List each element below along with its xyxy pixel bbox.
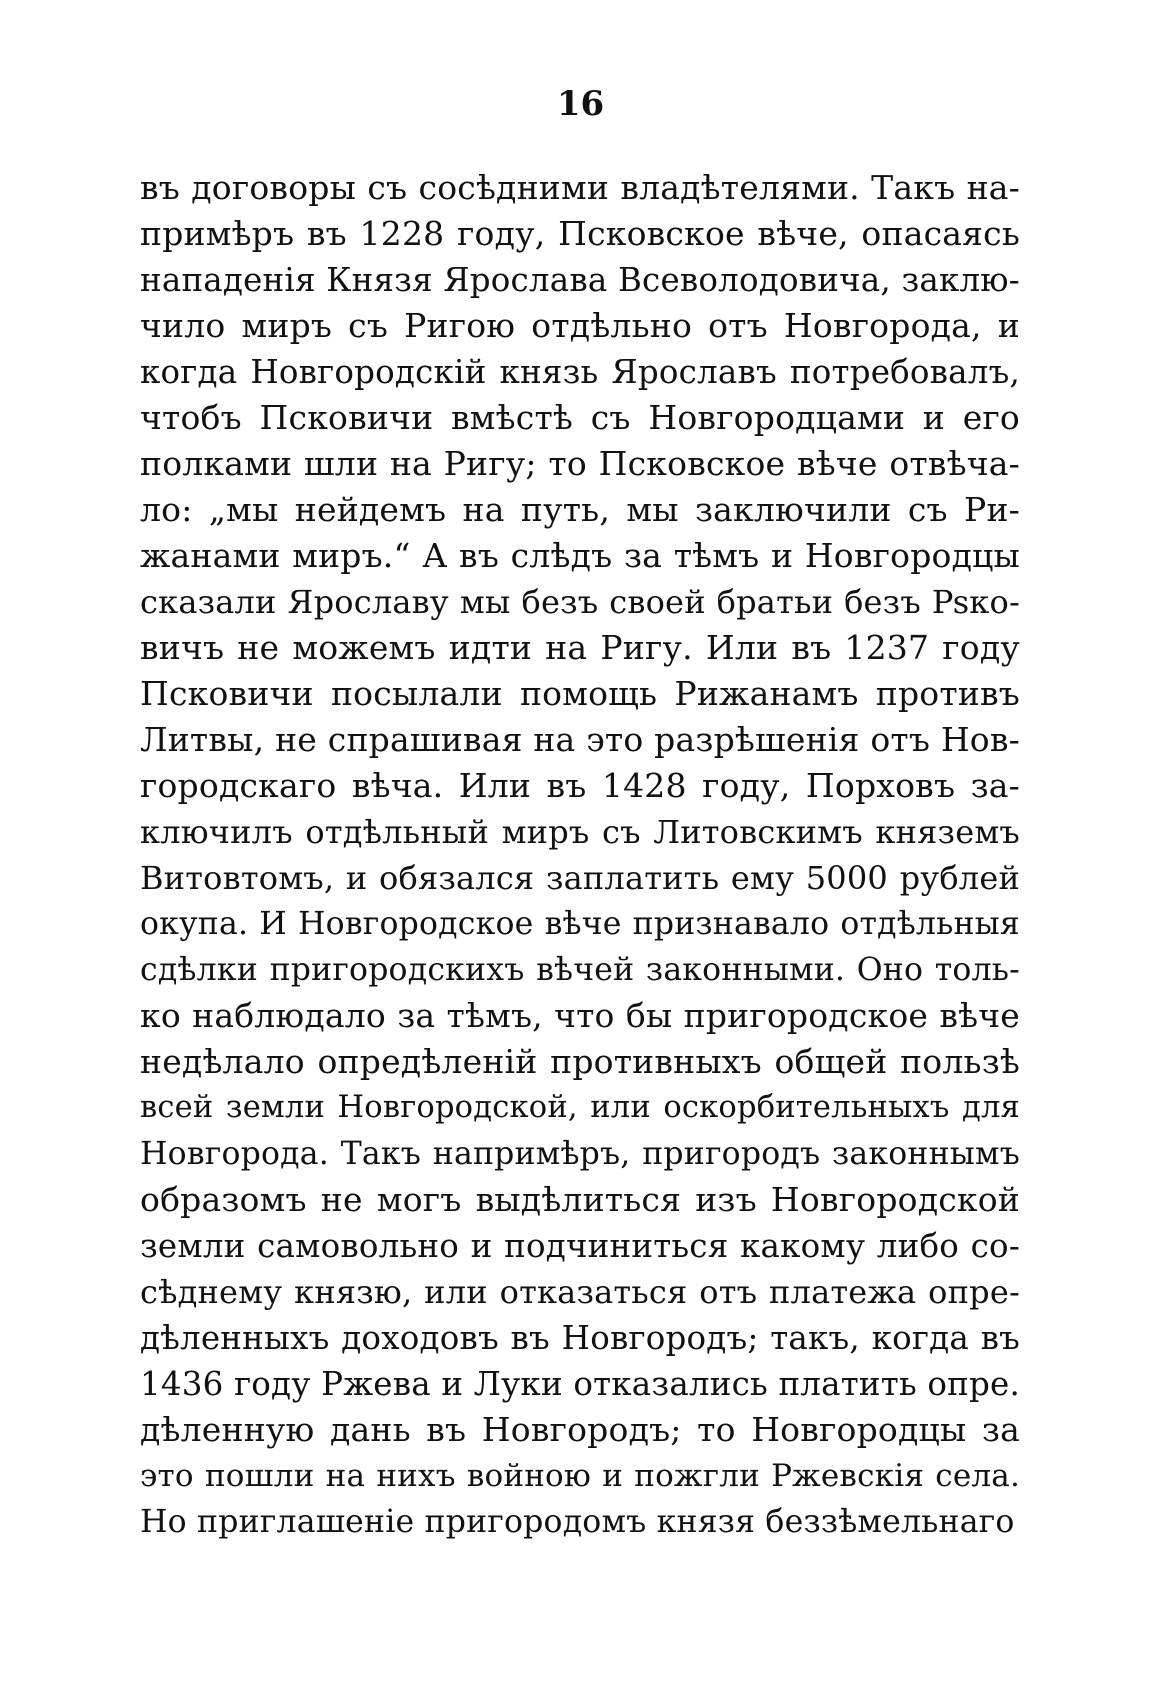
text-line: земли самовольно и подчиниться какому либо со- bbox=[140, 1227, 1020, 1265]
text-line: примѣръ въ 1228 году, Псковское вѣче, опасаясь bbox=[140, 214, 1020, 253]
text-line: ключилъ отдѣльный миръ съ Литовскимъ княземъ bbox=[140, 813, 1020, 851]
text-line: Псковичи посылали помощь Рижанамъ противъ bbox=[140, 674, 1020, 713]
text-line: 1436 году Ржева и Луки отказались платить опре. bbox=[140, 1365, 1020, 1403]
text-line: дѣленныхъ доходовъ въ Новгородъ; такъ, когда въ bbox=[140, 1319, 1020, 1357]
text-line: чтобъ Псковичи вмѣстѣ съ Новгородцами и его bbox=[140, 398, 1020, 437]
text-line: ко наблюдало за тѣмъ, что бы пригородское вѣче bbox=[140, 996, 1020, 1035]
text-line: всей земли Новгородской, или оскорбительныхъ для bbox=[140, 1090, 1020, 1125]
text-line: вичъ не можемъ идти на Ригу. Или въ 1237 году bbox=[140, 628, 1020, 667]
text-line: образомъ не могъ выдѣлиться изъ Новгородской bbox=[140, 1180, 1020, 1219]
text-line: это пошли на нихъ войною и пожгли Ржевскія села. bbox=[140, 1458, 1020, 1494]
text-line: сѣднему князю, или отказаться отъ платежа опре- bbox=[140, 1273, 1020, 1311]
text-line: Новгорода. Такъ напримѣръ, пригородъ законнымъ bbox=[140, 1136, 1020, 1172]
text-line: Витовтомъ, и обязался заплатить ему 5000 рублей bbox=[140, 859, 1020, 897]
text-line: сказали Ярославу мы безъ своей братьи безъ Psко- bbox=[140, 583, 1020, 621]
text-line: окупа. И Новгородское вѣче признавало отдѣльныя bbox=[140, 906, 1020, 942]
page-number: 16 bbox=[556, 84, 605, 124]
body-text bbox=[140, 165, 1020, 1545]
text-line: въ договоры съ сосѣдними владѣтелями. Такъ на- bbox=[140, 168, 1020, 207]
text-line: когда Новгородскій князь Ярославъ потребовалъ, bbox=[140, 353, 1020, 391]
text-line: жанами миръ.“ А въ слѣдъ за тѣмъ и Новгородцы bbox=[140, 536, 1020, 575]
text-line: нападенія Князя Ярослава Всеволодовича, заклю- bbox=[140, 261, 1020, 299]
text-line: дѣленную дань въ Новгородъ; то Новгородцы за bbox=[140, 1410, 1020, 1449]
text-line: ло: „мы нейдемъ на путь, мы заключили съ Ри- bbox=[140, 490, 1020, 529]
text-line: чило миръ съ Ригою отдѣльно отъ Новгорода, и bbox=[140, 306, 1020, 345]
text-line: сдѣлки пригородскихъ вѣчей законными. Оно толь- bbox=[140, 952, 1020, 988]
text-line: Но приглашеніе пригородомъ князя беззѣмельнаго bbox=[140, 1504, 1015, 1540]
text-line: Литвы, не спрашивая на это разрѣшенія отъ Нов- bbox=[140, 720, 1020, 759]
text-line: городскаго вѣча. Или въ 1428 году, Порховъ за- bbox=[140, 766, 1020, 805]
text-line: недѣлало опредѣленій противныхъ общей пользѣ bbox=[140, 1042, 1020, 1081]
text-line: полками шли на Ригу; то Псковское вѣче отвѣча- bbox=[140, 444, 1020, 483]
